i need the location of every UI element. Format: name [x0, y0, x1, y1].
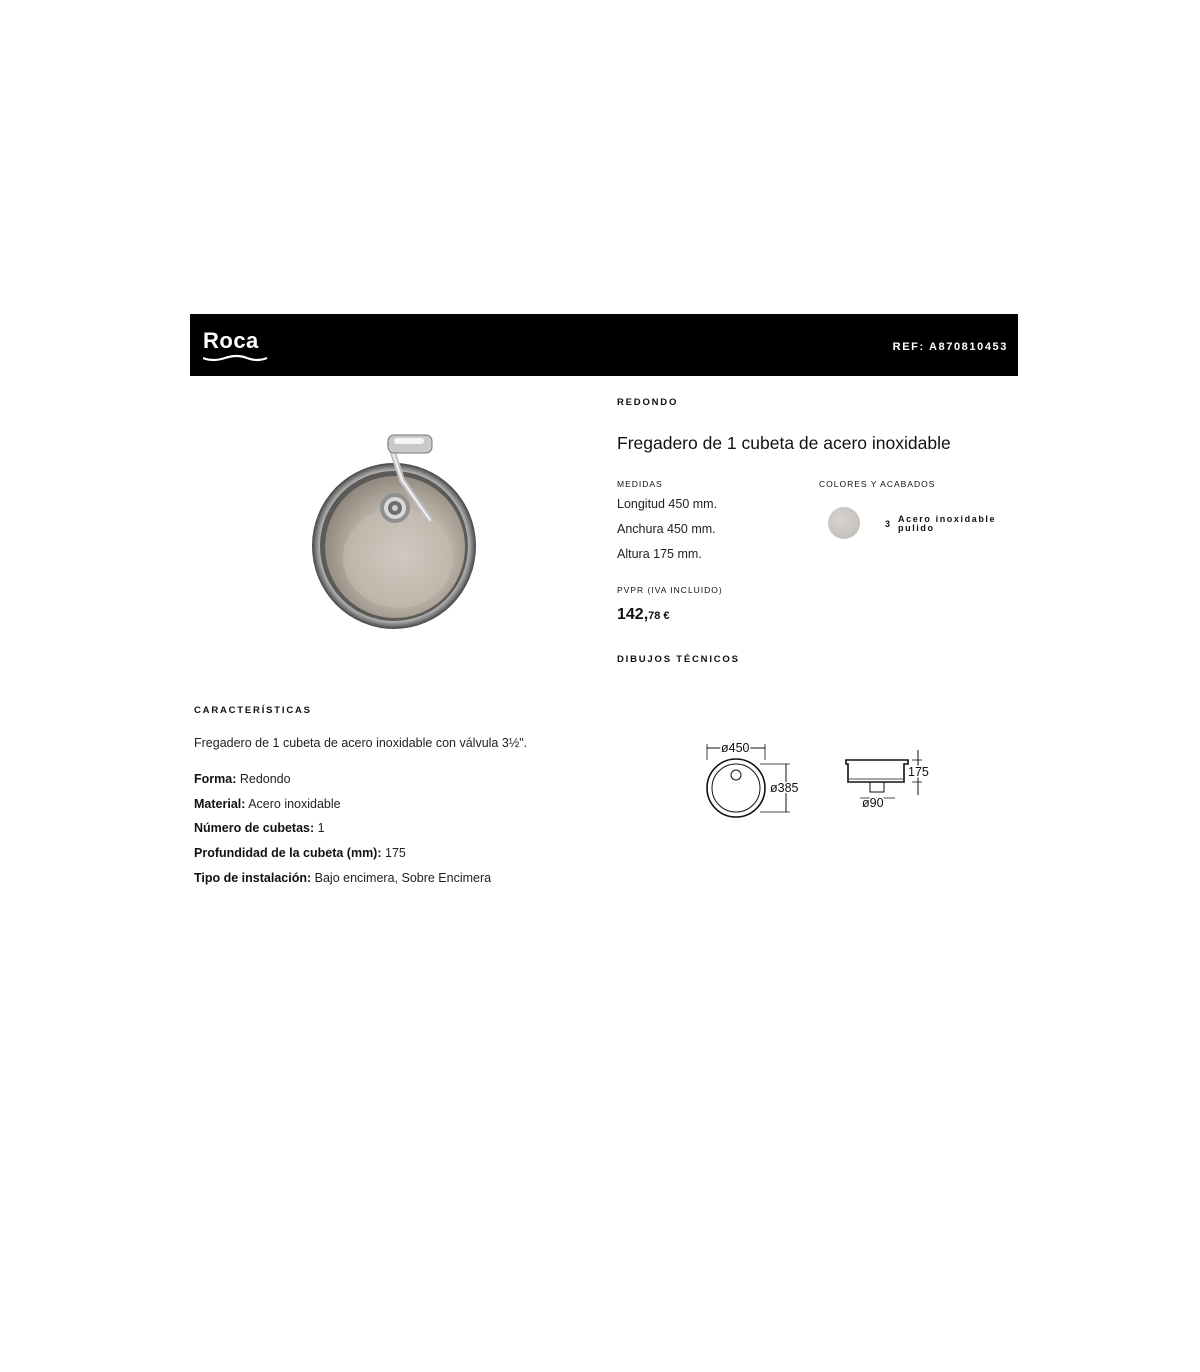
spec-value: 1 [314, 821, 325, 835]
price [617, 606, 670, 624]
product-photo [290, 420, 500, 640]
colors-finishes-label: COLORES Y ACABADOS [819, 479, 936, 489]
header-bar [190, 314, 1018, 376]
spec-value: Redondo [236, 772, 291, 786]
spec-row [194, 772, 291, 786]
spec-key: Profundidad de la cubeta (mm): [194, 846, 382, 860]
logo-wave-icon [203, 354, 269, 364]
technical-drawings-label: DIBUJOS TÉCNICOS [617, 654, 740, 665]
measurement-height: Altura 175 mm. [617, 547, 702, 561]
finish-name: Acero inoxidable pulido [898, 514, 997, 533]
price-decimal: 78 € [648, 610, 670, 622]
logo-text: Roca [203, 328, 259, 353]
spec-row [194, 846, 406, 860]
spec-value: 175 [381, 846, 406, 860]
roca-logo [203, 328, 269, 362]
measurement-length: Longitud 450 mm. [617, 497, 718, 511]
finish-code: 3 [885, 519, 891, 529]
spec-key: Material: [194, 797, 246, 811]
reference-code: REF: A870810453 [892, 341, 1008, 353]
product-category: REDONDO [617, 397, 679, 408]
spec-value: Acero inoxidable [245, 797, 341, 811]
spec-key: Número de cubetas: [194, 821, 315, 835]
spec-row [194, 871, 491, 885]
spec-key: Tipo de instalación: [194, 871, 312, 885]
features-description: Fregadero de 1 cubeta de acero inoxidable con válvula 3½". [194, 736, 528, 750]
price-label: PVPR (IVA INCLUIDO) [617, 585, 723, 595]
diameter-drain-label: ø90 [862, 796, 884, 810]
measurements-label: MEDIDAS [617, 479, 663, 489]
spec-value: Bajo encimera, Sobre Encimera [311, 871, 492, 885]
spec-row [194, 821, 325, 835]
price-integer: 142, [617, 606, 649, 623]
height-label: 175 [908, 765, 929, 779]
diameter-inner-label: ø385 [770, 781, 799, 795]
spec-row [194, 797, 341, 811]
spec-key: Forma: [194, 772, 237, 786]
diameter-outer-label: ø450 [721, 741, 750, 755]
finish-swatch [828, 507, 860, 539]
product-title: Fregadero de 1 cubeta de acero inoxidable [617, 433, 951, 453]
technical-drawing [690, 730, 950, 830]
features-label: CARACTERÍSTICAS [194, 705, 312, 716]
measurement-width: Anchura 450 mm. [617, 522, 716, 536]
